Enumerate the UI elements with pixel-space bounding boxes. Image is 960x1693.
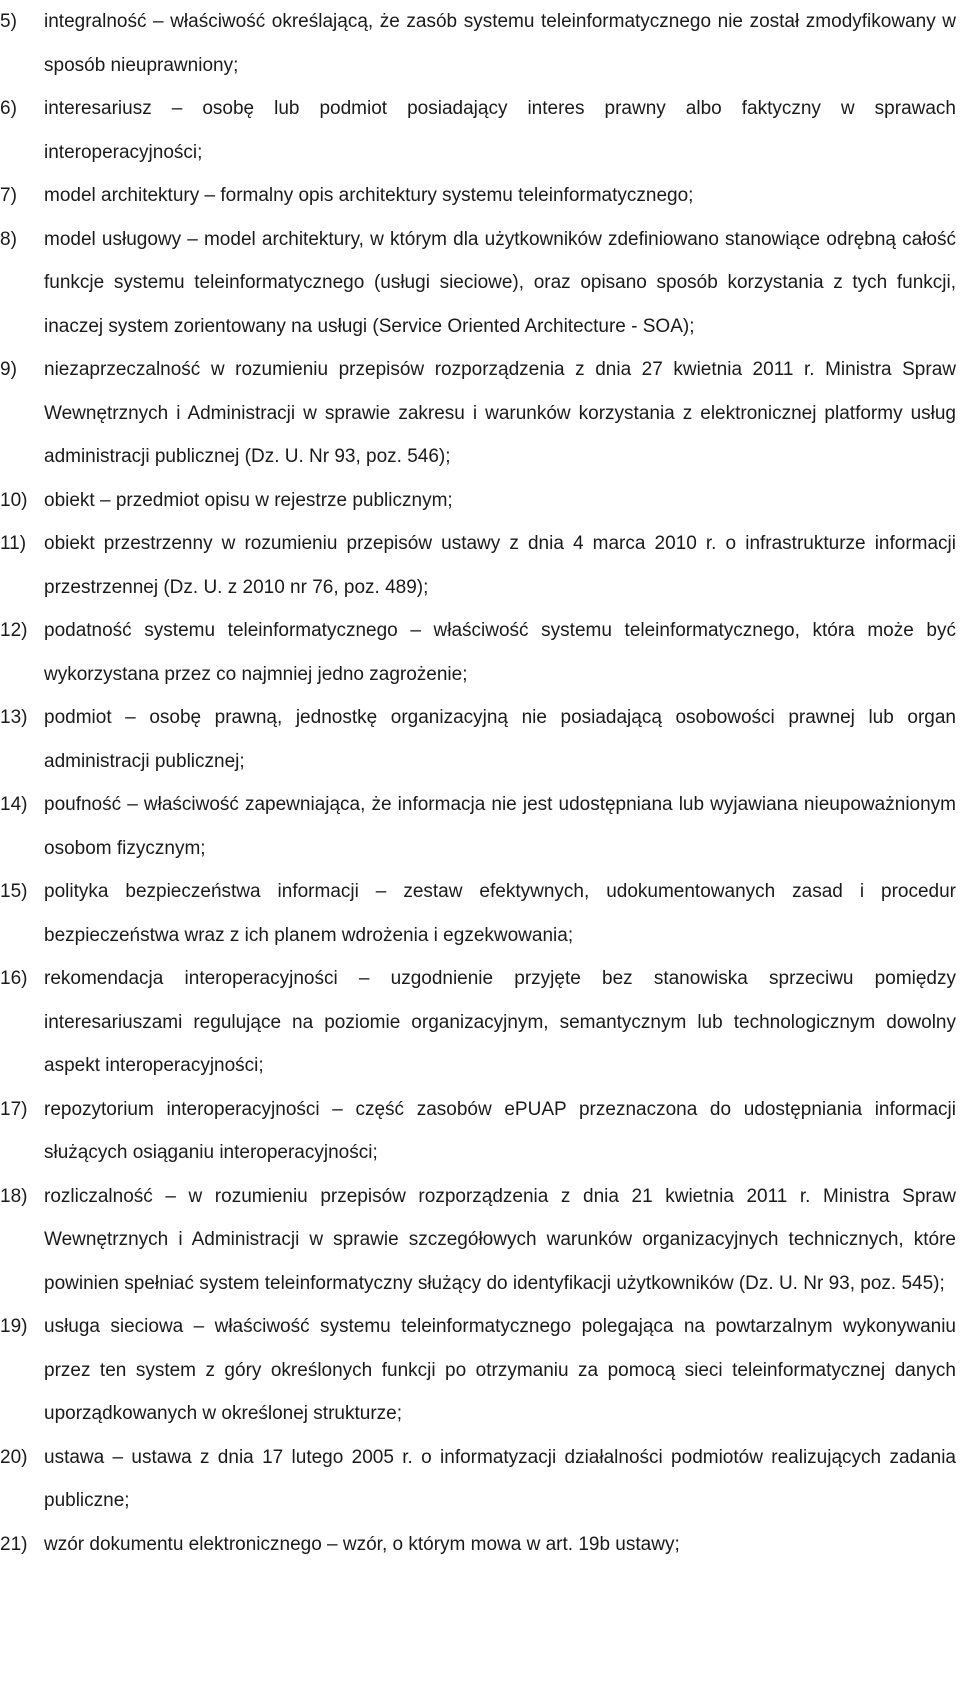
definition-item [0,696,960,783]
definition-item [0,870,960,957]
definition-number: 7) [0,185,17,206]
definition-number: 17) [0,1098,28,1120]
definition-item [0,174,960,218]
definition-item [0,348,960,479]
definition-item [0,479,960,523]
definition-text: integralność – właściwość określającą, że zasób systemu teleinformatycznego nie został zmodyfikowany w sposób nieuprawniony; [44,11,956,76]
definition-text: podmiot – osobę prawną, jednostkę organizacyjną nie posiadającą osobowości prawnej lub organ administracji publicznej; [44,707,956,772]
definition-number: 5) [0,11,17,32]
definition-number: 11) [0,533,27,554]
definition-text: model architektury – formalny opis architektury systemu teleinformatycznego; [44,185,694,206]
definition-item [0,0,960,87]
definition-number: 9) [0,359,17,380]
definition-text: repozytorium interoperacyjności – część zasobów ePUAP przeznaczona do udostępniania informacji służących osiąganiu interoperacyjności; [44,1098,956,1163]
definition-item [0,87,960,174]
definition-number: 16) [0,968,28,989]
definition-text: obiekt przestrzenny w rozumieniu przepisów ustawy z dnia 4 marca 2010 r. o infrastrukturze informacji przestrzennej (Dz. U. z 2010 nr 76, poz. 489); [44,533,956,598]
definition-item [0,1175,960,1306]
definition-text: interesariusz – osobę lub podmiot posiadający interes prawny albo faktyczny w sprawach interoperacyjności; [44,98,956,163]
definition-number: 15) [0,881,28,902]
definition-text: ustawa – ustawa z dnia 17 lutego 2005 r. o informatyzacji działalności podmiotów realizujących zadania publiczne; [44,1446,956,1511]
definition-text: model usługowy – model architektury, w którym dla użytkowników zdefiniowano stanowiące odrębną całość funkcje systemu teleinformatycznego (usługi sieciowe), oraz opisano sposób korzystania z tych funkcji, inaczej system zorientowany na usługi (Service Oriented Architecture - SOA); [44,228,956,337]
definition-number: 18) [0,1185,28,1207]
definition-text: rozliczalność – w rozumieniu przepisów rozporządzenia z dnia 21 kwietnia 2011 r. Ministra Spraw Wewnętrznych i Administracji w sprawie szczegółowych warunków organizacyjnych technicznych, które powinien spełniać system teleinformatyczny służący do identyfikacji użytkowników (Dz. U. Nr 93, poz. 545); [44,1185,956,1294]
definition-number: 12) [0,620,28,641]
definition-item [0,783,960,870]
definition-text: obiekt – przedmiot opisu w rejestrze publicznym; [44,489,453,511]
definition-text: rekomendacja interoperacyjności – uzgodnienie przyjęte bez stanowiska sprzeciwu pomiędzy interesariuszami regulujące na poziomie organizacyjnym, semantycznym lub technologicznym dowolny aspekt interoperacyjności; [44,968,956,1076]
definition-item [0,1305,960,1436]
definition-item [0,957,960,1088]
definition-number: 14) [0,794,28,815]
definition-number: 8) [0,228,17,250]
definition-item [0,522,960,609]
definition-item [0,1436,960,1523]
definition-number: 21) [0,1533,28,1555]
definition-item [0,1088,960,1175]
definition-number: 20) [0,1446,28,1468]
definition-number: 13) [0,707,28,728]
definition-text: podatność systemu teleinformatycznego – właściwość systemu teleinformatycznego, która może być wykorzystana przez co najmniej jedno zagrożenie; [44,620,956,685]
definition-number: 19) [0,1316,28,1337]
definition-text: usługa sieciowa – właściwość systemu teleinformatycznego polegająca na powtarzalnym wykonywaniu przez ten system z góry określonych funkcji po otrzymaniu za pomocą sieci teleinformatycznej danych uporządkowanych w określonej strukturze; [44,1316,956,1424]
definition-item [0,1523,960,1567]
definition-text: polityka bezpieczeństwa informacji – zestaw efektywnych, udokumentowanych zasad i procedur bezpieczeństwa wraz z ich planem wdrożenia i egzekwowania; [44,881,956,946]
definition-number: 6) [0,98,17,119]
definition-number: 10) [0,489,28,511]
definition-item [0,218,960,349]
definition-text: wzór dokumentu elektronicznego – wzór, o którym mowa w art. 19b ustawy; [44,1533,680,1555]
definition-text: poufność – właściwość zapewniająca, że informacja nie jest udostępniana lub wyjawiana nieupoważnionym osobom fizycznym; [44,794,956,859]
definition-text: niezaprzeczalność w rozumieniu przepisów rozporządzenia z dnia 27 kwietnia 2011 r. Ministra Spraw Wewnętrznych i Administracji w sprawie zakresu i warunków korzystania z elektronicznej platformy usług administracji publicznej (Dz. U. Nr 93, poz. 546); [44,359,956,467]
definition-item [0,609,960,696]
